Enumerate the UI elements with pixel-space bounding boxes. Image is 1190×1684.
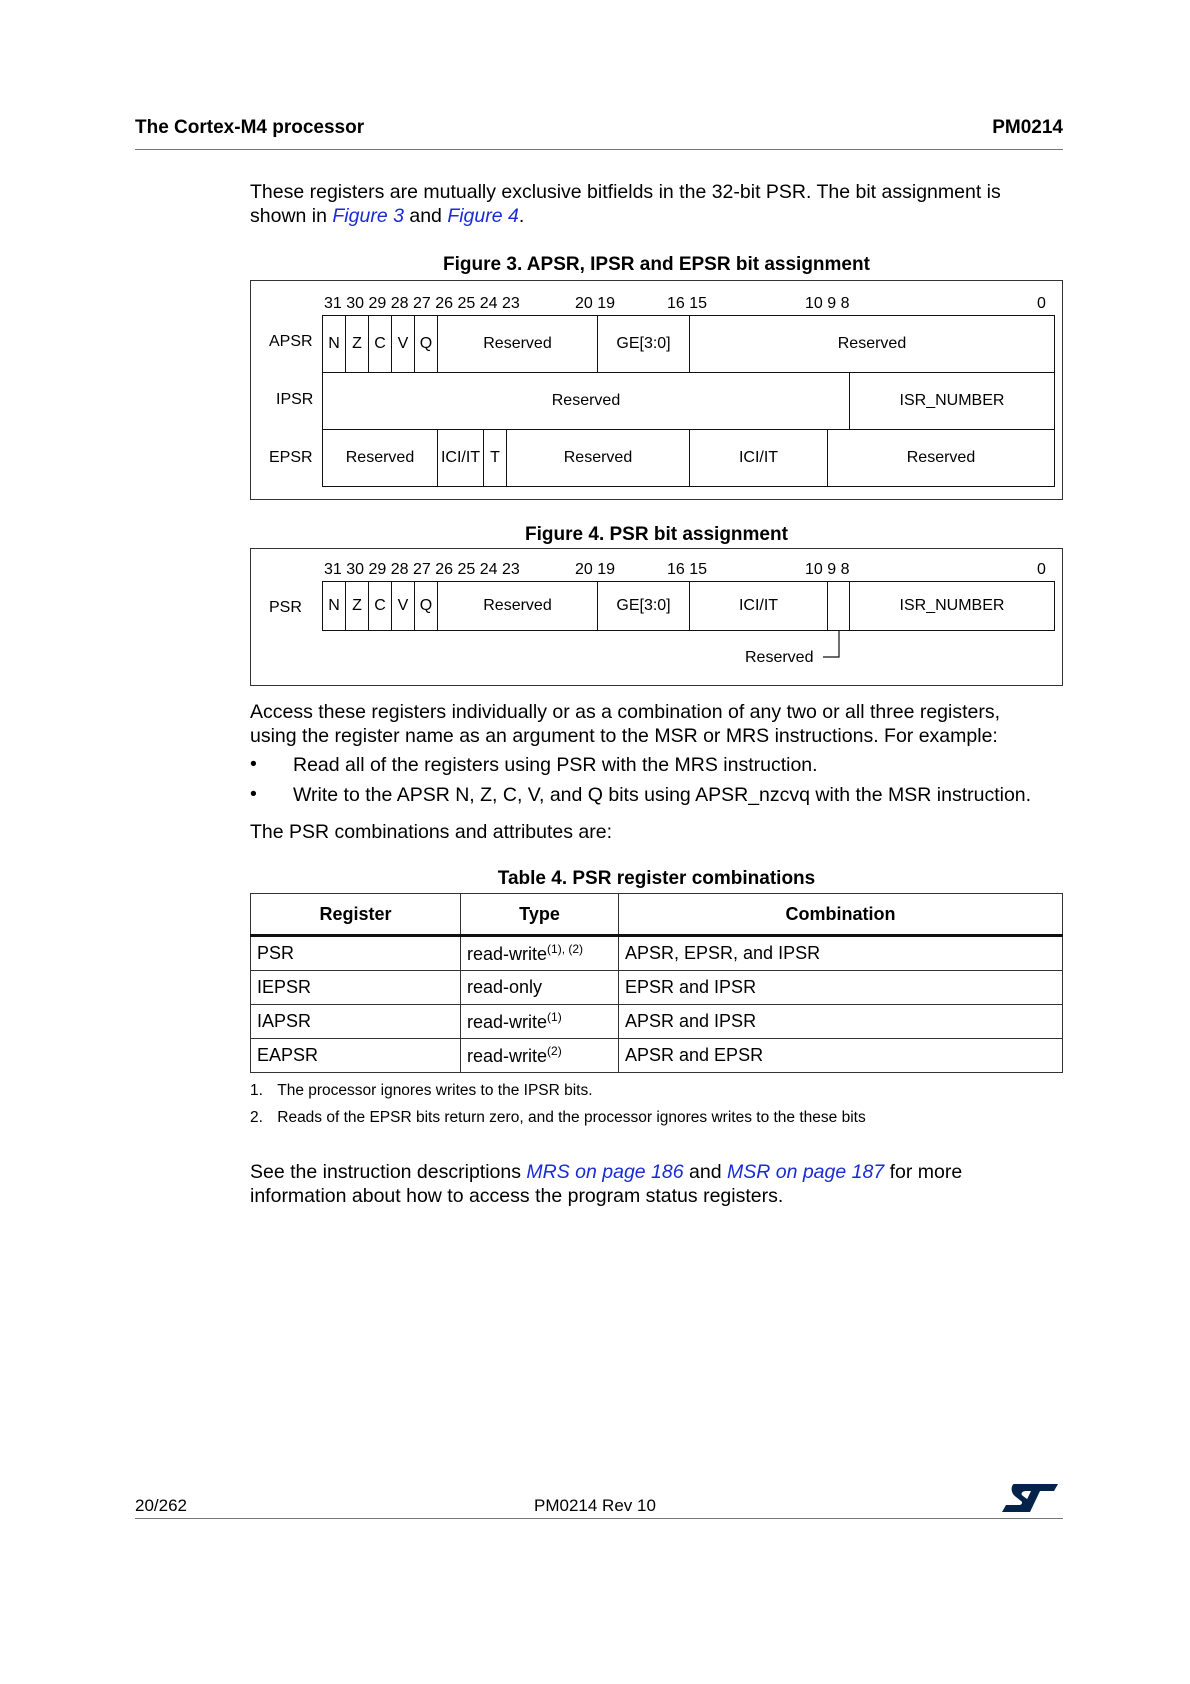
psr-z-bit: Z (345, 581, 368, 631)
apsr-label: APSR (269, 333, 313, 350)
epsr-reserved-3: Reserved (827, 429, 1055, 487)
mrs-link[interactable]: MRS on page 186 (526, 1161, 684, 1183)
apsr-v-bit: V (391, 315, 414, 373)
figure4-link[interactable]: Figure 4 (447, 205, 519, 227)
header-combination: Combination (619, 894, 1063, 936)
cell-type (461, 1005, 619, 1039)
bits-16-15: 16 15 (667, 295, 708, 312)
cell-combination: APSR and EPSR (619, 1039, 1063, 1073)
psr-c-bit: C (368, 581, 391, 631)
intro-text: shown in (250, 205, 333, 227)
psr-n-bit: N (322, 581, 345, 631)
psr-v-bit: V (391, 581, 414, 631)
access-line-2: using the register name as an argument to the MSR or MRS instructions. For example: (250, 725, 998, 747)
table-row (251, 936, 1063, 971)
figure4-box (250, 548, 1063, 686)
figure4-caption: Figure 4. PSR bit assignment (525, 524, 788, 545)
header-rule (135, 149, 1063, 150)
note-number: 2. (250, 1109, 263, 1126)
ipsr-reserved: Reserved (322, 372, 849, 430)
access-line-1: Access these registers individually or as a combination of any two or all three registers, (250, 701, 1001, 723)
see-also-line-1 (250, 1160, 1080, 1184)
figure3-caption: Figure 3. APSR, IPSR and EPSR bit assignment (443, 254, 870, 275)
bits-16-15: 16 15 (667, 561, 708, 578)
cell-combination: APSR, EPSR, and IPSR (619, 936, 1063, 971)
bullet-dot: • (250, 753, 257, 775)
header-type: Type (461, 894, 619, 936)
psr-ge-field: GE[3:0] (597, 581, 689, 631)
see-also-and: and (683, 1161, 727, 1183)
psr-label: PSR (269, 599, 302, 616)
intro-paragraph (250, 180, 1080, 228)
note-text: Reads of the EPSR bits return zero, and the processor ignores writes to the these bits (277, 1109, 866, 1126)
intro-text-and: and (403, 205, 448, 227)
header-doc-id: PM0214 (992, 117, 1063, 138)
footnote-ref: (1) (547, 1010, 562, 1024)
footer-doc-revision: PM0214 Rev 10 (534, 1496, 656, 1515)
bullet-item-2: Write to the APSR N, Z, C, V, and Q bits using APSR_nzcvq with the MSR instruction. (293, 784, 1032, 806)
apsr-z-bit: Z (345, 315, 368, 373)
cell-combination: APSR and IPSR (619, 1005, 1063, 1039)
note-text: The processor ignores writes to the IPSR bits. (277, 1082, 593, 1099)
bits-10-8: 10 9 8 (805, 295, 850, 312)
cell-register: EAPSR (251, 1039, 461, 1073)
cell-type (461, 1039, 619, 1073)
type-text: read-only (467, 977, 543, 997)
see-also-line-2: information about how to access the program status registers. (250, 1185, 784, 1207)
intro-line-1: These registers are mutually exclusive bitfields in the 32-bit PSR. The bit assignment is (250, 181, 1001, 203)
access-paragraph (250, 700, 1080, 748)
figure3-box (250, 280, 1063, 500)
footnote-ref: (1), (2) (547, 942, 584, 956)
psr-ici-it: ICI/IT (689, 581, 827, 631)
psr-q-bit: Q (414, 581, 437, 631)
epsr-label: EPSR (269, 449, 313, 466)
bits-20-19: 20 19 (575, 561, 616, 578)
bullet-dot: • (250, 783, 257, 805)
cell-register: IAPSR (251, 1005, 461, 1039)
apsr-c-bit: C (368, 315, 391, 373)
header-register: Register (251, 894, 461, 936)
epsr-t-bit: T (483, 429, 506, 487)
see-also-text: See the instruction descriptions (250, 1161, 527, 1183)
psr-combinations-table (250, 893, 1063, 1073)
bits-20-19: 20 19 (575, 295, 616, 312)
type-text: read-write (467, 1012, 548, 1032)
combos-intro: The PSR combinations and attributes are: (250, 821, 613, 843)
epsr-reserved-1: Reserved (322, 429, 437, 487)
msr-link[interactable]: MSR on page 187 (726, 1161, 885, 1183)
psr-reserved-bit-9 (827, 581, 849, 631)
bits-31-23: 31 30 29 28 27 26 25 24 23 (324, 561, 520, 578)
footer-page-number: 20/262 (135, 1496, 187, 1515)
figure3-link[interactable]: Figure 3 (332, 205, 404, 227)
see-also-post: for more (884, 1161, 963, 1183)
bits-31-23: 31 30 29 28 27 26 25 24 23 (324, 295, 520, 312)
table-header-row (251, 894, 1063, 936)
cell-type (461, 971, 619, 1005)
header-title: The Cortex-M4 processor (135, 117, 365, 138)
footer-rule (135, 1518, 1063, 1519)
cell-combination: EPSR and IPSR (619, 971, 1063, 1005)
type-text: read-write (467, 1046, 548, 1066)
psr-reserved-1: Reserved (437, 581, 597, 631)
table-row (251, 971, 1063, 1005)
bits-10-8: 10 9 8 (805, 561, 850, 578)
type-text: read-write (467, 944, 548, 964)
epsr-ici-it-1: ICI/IT (437, 429, 483, 487)
st-logo-icon (1000, 1482, 1060, 1514)
apsr-ge-field: GE[3:0] (597, 315, 689, 373)
cell-register: PSR (251, 936, 461, 971)
footnote-ref: (2) (547, 1044, 562, 1058)
bit-0: 0 (1037, 561, 1046, 578)
note-number: 1. (250, 1082, 263, 1099)
cell-register: IEPSR (251, 971, 461, 1005)
intro-line-2 (250, 204, 1080, 228)
epsr-ici-it-2: ICI/IT (689, 429, 827, 487)
table-row (251, 1005, 1063, 1039)
bullet-item-1: Read all of the registers using PSR with the MRS instruction. (293, 754, 818, 776)
table4-caption: Table 4. PSR register combinations (497, 868, 816, 889)
table-note-2 (250, 1109, 866, 1127)
intro-text-period: . (518, 205, 525, 227)
psr-reserved-note: Reserved (745, 649, 814, 666)
table-row (251, 1039, 1063, 1073)
psr-isr-number: ISR_NUMBER (849, 581, 1055, 631)
cell-type (461, 936, 619, 971)
ipsr-isr-number: ISR_NUMBER (849, 372, 1055, 430)
ipsr-label: IPSR (276, 391, 314, 408)
reserved-pointer-line (821, 629, 841, 663)
table-note-1 (250, 1082, 593, 1100)
epsr-reserved-2: Reserved (506, 429, 689, 487)
apsr-reserved-2: Reserved (689, 315, 1055, 373)
apsr-n-bit: N (322, 315, 345, 373)
bit-0: 0 (1037, 295, 1046, 312)
apsr-q-bit: Q (414, 315, 437, 373)
apsr-reserved-1: Reserved (437, 315, 597, 373)
see-also-paragraph (250, 1160, 1080, 1208)
